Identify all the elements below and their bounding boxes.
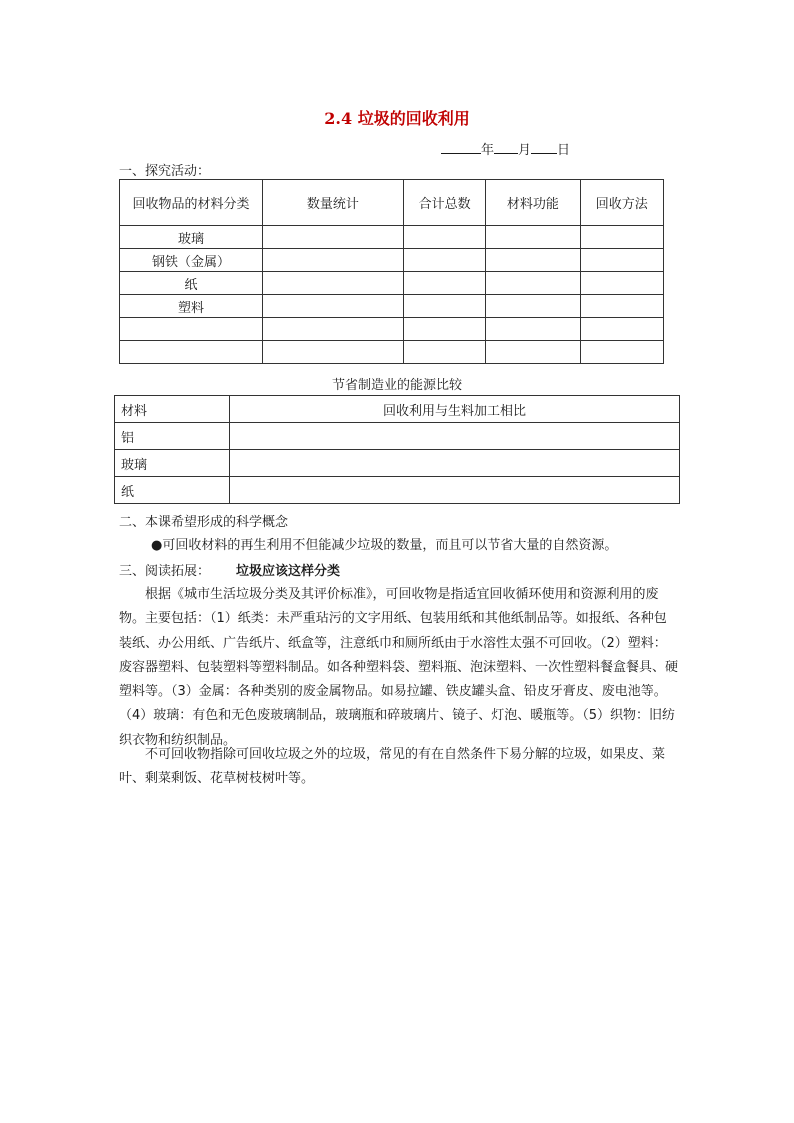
table-row (120, 272, 664, 295)
header-function: 材料功能 (486, 180, 580, 226)
energy-comparison-table (114, 395, 680, 504)
row-label[interactable] (120, 318, 263, 341)
day-label: 日 (557, 143, 571, 158)
header-material: 材料 (115, 396, 230, 423)
table-row (115, 450, 680, 477)
reading-paragraph-non-recyclable: 不可回收物指除可回收垃圾之外的垃圾，常见的有在自然条件下易分解的垃圾，如果皮、菜叶、剩菜剩饭、花草树枝树叶等。 (119, 747, 666, 787)
table-cell[interactable] (230, 477, 680, 504)
section-2-heading: 二、本课希望形成的科学概念 (119, 515, 289, 530)
table-row (120, 249, 664, 272)
table-cell[interactable] (580, 341, 663, 364)
table-cell[interactable] (262, 249, 403, 272)
table-header-row (115, 396, 680, 423)
section-1-heading: 一、探究活动： (119, 164, 211, 179)
table-cell[interactable] (262, 341, 403, 364)
row-label: 钢铁（金属） (120, 249, 263, 272)
table-cell[interactable] (403, 295, 485, 318)
table-cell[interactable] (486, 318, 580, 341)
section-3-heading (119, 560, 340, 579)
table-cell[interactable] (403, 341, 485, 364)
table-header-row (120, 180, 664, 226)
header-quantity: 数量统计 (262, 180, 403, 226)
section-3-label: 三、阅读拓展： (119, 564, 211, 579)
table-cell[interactable] (262, 318, 403, 341)
year-label: 年 (481, 143, 495, 158)
table-cell[interactable] (262, 295, 403, 318)
row-label: 纸 (115, 477, 230, 504)
row-label: 铝 (115, 423, 230, 450)
table-cell[interactable] (403, 318, 485, 341)
header-method: 回收方法 (580, 180, 663, 226)
table-cell[interactable] (486, 341, 580, 364)
table-cell[interactable] (486, 226, 580, 249)
energy-table-caption: 节省制造业的能源比较 (331, 378, 462, 393)
investigation-table (119, 179, 664, 364)
table-row (120, 341, 664, 364)
table-row (120, 226, 664, 249)
table-cell[interactable] (262, 226, 403, 249)
table-cell[interactable] (486, 272, 580, 295)
page-title: 2.4 垃圾的回收利用 (324, 109, 470, 128)
month-blank[interactable] (494, 140, 518, 154)
table-cell[interactable] (403, 272, 485, 295)
table-cell[interactable] (580, 249, 663, 272)
table-row (120, 295, 664, 318)
year-blank[interactable] (441, 140, 481, 154)
table-cell[interactable] (230, 423, 680, 450)
table-cell[interactable] (262, 272, 403, 295)
table-cell[interactable] (486, 249, 580, 272)
table-row (115, 477, 680, 504)
row-label: 塑料 (120, 295, 263, 318)
row-label: 玻璃 (115, 450, 230, 477)
month-label: 月 (518, 143, 532, 158)
table-cell[interactable] (580, 272, 663, 295)
header-comparison: 回收利用与生料加工相比 (230, 396, 680, 423)
date-line (441, 139, 570, 158)
header-total: 合计总数 (403, 180, 485, 226)
table-cell[interactable] (580, 318, 663, 341)
table-row (115, 423, 680, 450)
reading-paragraph-recyclable: 根据《城市生活垃圾分类及其评价标准》，可回收物是指适宜回收循环使用和资源利用的废物。主要包括：（1）纸类：未严重玷污的文字用纸、包装用纸和其他纸制品等。如报纸、各种包装纸、办公用纸、广告纸片、纸盒等，注意纸巾和厕所纸由于水溶性太强不可回收。（2）塑料：废容器塑料、包装塑料等塑料制品。如各种塑料袋、塑料瓶、泡沫塑料、一次性塑料餐盒餐具、硬塑料等。（3）金属：各种类别的废金属物品。如易拉罐、铁皮罐头盒、铅皮牙膏皮、废电池等。（4）玻璃：有色和无色废玻璃制品，玻璃瓶和碎玻璃片、镜子、灯泡、暖瓶等。（5）织物：旧纺织衣物和纺织制品。 (119, 587, 679, 748)
day-blank[interactable] (531, 140, 557, 154)
table-row (120, 318, 664, 341)
table-cell[interactable] (230, 450, 680, 477)
table-cell[interactable] (580, 295, 663, 318)
reading-subheading: 垃圾应该这样分类 (236, 564, 341, 579)
table-cell[interactable] (403, 249, 485, 272)
table-cell[interactable] (403, 226, 485, 249)
table-cell[interactable] (580, 226, 663, 249)
science-concept: ●可回收材料的再生利用不但能减少垃圾的数量，而且可以节省大量的自然资源。 (151, 538, 618, 553)
header-material-category: 回收物品的材料分类 (120, 180, 263, 226)
table-cell[interactable] (486, 295, 580, 318)
row-label: 纸 (120, 272, 263, 295)
row-label[interactable] (120, 341, 263, 364)
row-label: 玻璃 (120, 226, 263, 249)
